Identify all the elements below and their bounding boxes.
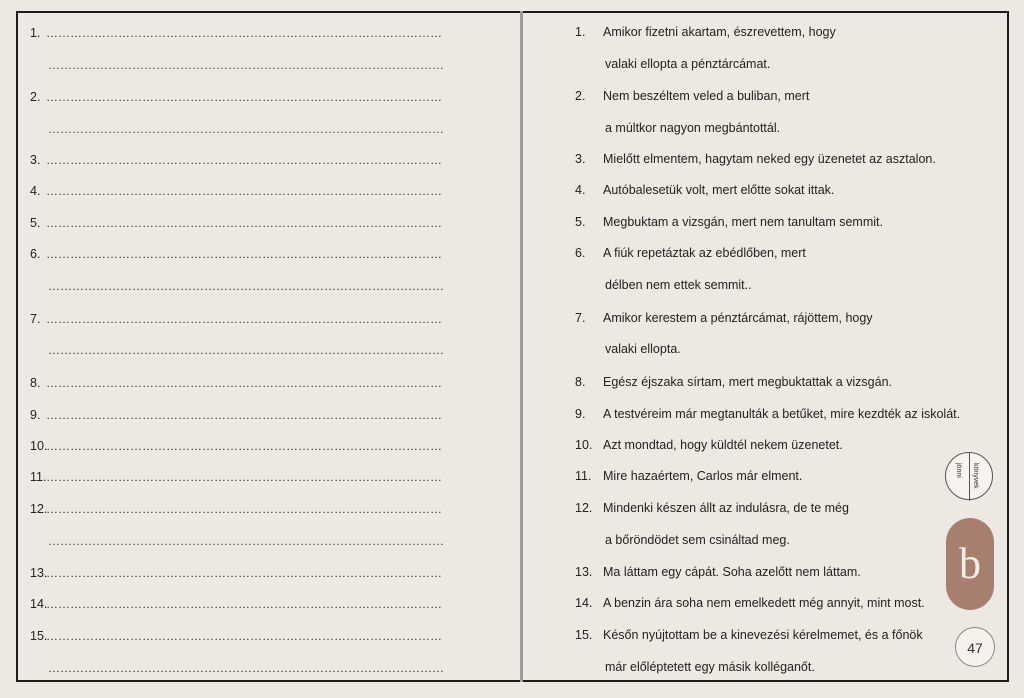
answer-row[interactable]	[30, 565, 442, 581]
publisher-logo	[945, 452, 993, 500]
brand-badge: b	[946, 518, 994, 610]
answer-number: 4.	[30, 184, 41, 198]
answer-row[interactable]	[30, 501, 442, 517]
answer-row-continuation[interactable]	[48, 278, 444, 294]
answer-row[interactable]	[30, 407, 442, 423]
sentence-number: 11.	[575, 469, 592, 483]
sentence-number: 7.	[575, 311, 586, 325]
sentence-text: A fiúk repetáztak az ebédlőben, mert	[603, 246, 806, 260]
answer-number: 13.	[30, 566, 48, 580]
sentence-text: Ma láttam egy cápát. Soha azelőtt nem láttam.	[603, 565, 861, 579]
sentence-number: 9.	[575, 407, 586, 421]
sentence-number: 1.	[575, 25, 586, 39]
answer-blank[interactable]: ………………………………………………………………………………………	[46, 597, 442, 611]
answer-row[interactable]	[30, 25, 442, 41]
sentence-text: Autóbalesetük volt, mert előtte sokat ittak.	[603, 183, 835, 197]
answer-blank[interactable]: ………………………………………………………………………………………	[46, 153, 442, 167]
answer-blank[interactable]: ………………………………………………………………………………………	[46, 216, 442, 230]
sentence-number: 10.	[575, 438, 593, 452]
answer-blank[interactable]: ………………………………………………………………………………………	[48, 661, 444, 675]
answer-row[interactable]	[30, 246, 442, 262]
answer-blank[interactable]: ………………………………………………………………………………………	[46, 376, 442, 390]
answer-row[interactable]	[30, 311, 442, 327]
sentence-page	[523, 0, 1009, 698]
answer-blank[interactable]: ………………………………………………………………………………………	[46, 502, 442, 516]
sentence-number: 4.	[575, 183, 586, 197]
answer-blank[interactable]: ………………………………………………………………………………………	[48, 122, 444, 136]
sentence-text-continuation: délben nem ettek semmit..	[605, 278, 752, 292]
answer-blank[interactable]: ………………………………………………………………………………………	[48, 58, 444, 72]
answer-row[interactable]	[30, 375, 442, 391]
answer-blank[interactable]: ………………………………………………………………………………………	[46, 312, 442, 326]
answer-row-continuation[interactable]	[48, 121, 444, 137]
answer-row[interactable]	[30, 596, 442, 612]
sentence-text: Mire hazaértem, Carlos már elment.	[603, 469, 803, 483]
answer-row-continuation[interactable]	[48, 342, 444, 358]
answer-row[interactable]	[30, 152, 442, 168]
sentence-text: Egész éjszaka sírtam, mert megbuktattak a vizsgán.	[603, 375, 893, 389]
answer-number: 9.	[30, 408, 41, 422]
answer-number: 8.	[30, 376, 41, 390]
answer-row-continuation[interactable]	[48, 57, 444, 73]
answer-number: 1.	[30, 26, 41, 40]
sentence-number: 6.	[575, 246, 586, 260]
sentence-text: Későn nyújtottam be a kinevezési kérelmemet, és a főnök	[603, 628, 923, 642]
answer-row[interactable]	[30, 215, 442, 231]
answer-blank[interactable]: ………………………………………………………………………………………	[46, 247, 442, 261]
answer-page	[16, 0, 520, 698]
logo-text-a: könyvek	[972, 463, 979, 489]
answer-blank[interactable]: ………………………………………………………………………………………	[46, 184, 442, 198]
sentence-number: 12.	[575, 501, 593, 515]
sentence-text-continuation: már előléptetett egy másik kolléganőt.	[605, 660, 815, 674]
answer-blank[interactable]: ………………………………………………………………………………………	[48, 343, 444, 357]
answer-number: 14.	[30, 597, 48, 611]
answer-blank[interactable]: ………………………………………………………………………………………	[46, 90, 442, 104]
sentence-text-continuation: valaki ellopta a pénztárcámat.	[605, 57, 771, 71]
answer-blank[interactable]: ………………………………………………………………………………………	[48, 534, 444, 548]
page-number: 47	[955, 627, 995, 667]
sentence-text: A testvéreim már megtanulták a betűket, mire kezdték az iskolát.	[603, 407, 961, 421]
answer-number: 6.	[30, 247, 41, 261]
answer-number: 2.	[30, 90, 41, 104]
answer-blank[interactable]: ………………………………………………………………………………………	[46, 566, 442, 580]
answer-number: 10.	[30, 439, 48, 453]
answer-blank[interactable]: ………………………………………………………………………………………	[46, 26, 442, 40]
answer-blank[interactable]: ………………………………………………………………………………………	[48, 279, 444, 293]
answer-row-continuation[interactable]	[48, 533, 444, 549]
sentence-text-continuation: a bőröndödet sem csináltad meg.	[605, 533, 790, 547]
sentence-text: Mielőtt elmentem, hagytam neked egy üzenetet az asztalon.	[603, 152, 936, 166]
answer-number: 11.	[30, 470, 47, 484]
answer-number: 3.	[30, 153, 41, 167]
sentence-text: Azt mondtad, hogy küldtél nekem üzenetet.	[603, 438, 843, 452]
answer-row[interactable]	[30, 628, 442, 644]
sentence-text: Nem beszéltem veled a buliban, mert	[603, 89, 810, 103]
sentence-number: 13.	[575, 565, 593, 579]
sentence-text: Amikor kerestem a pénztárcámat, rájöttem, hogy	[603, 311, 873, 325]
answer-blank[interactable]: ………………………………………………………………………………………	[46, 629, 442, 643]
sentence-text-continuation: valaki ellopta.	[605, 342, 681, 356]
sentence-number: 2.	[575, 89, 586, 103]
logo-divider	[969, 453, 970, 501]
sentence-text-continuation: a múltkor nagyon megbántottál.	[605, 121, 781, 135]
answer-blank[interactable]: ………………………………………………………………………………………	[46, 470, 442, 484]
answer-number: 7.	[30, 312, 41, 326]
answer-row[interactable]	[30, 183, 442, 199]
answer-row-continuation[interactable]	[48, 660, 444, 676]
sentence-number: 8.	[575, 375, 586, 389]
sentence-text: A benzin ára soha nem emelkedett még annyit, mint most.	[603, 596, 925, 610]
sentence-text: Amikor fizetni akartam, észrevettem, hogy	[603, 25, 836, 39]
answer-blank[interactable]: ………………………………………………………………………………………	[46, 439, 442, 453]
answer-number: 12.	[30, 502, 48, 516]
answer-row[interactable]	[30, 89, 442, 105]
logo-text-b: jönni	[955, 463, 962, 478]
sentence-number: 14.	[575, 596, 593, 610]
answer-row[interactable]	[30, 438, 442, 454]
answer-number: 5.	[30, 216, 41, 230]
sentence-number: 15.	[575, 628, 593, 642]
sentence-number: 3.	[575, 152, 586, 166]
sentence-text: Megbuktam a vizsgán, mert nem tanultam semmit.	[603, 215, 883, 229]
answer-blank[interactable]: ………………………………………………………………………………………	[46, 408, 442, 422]
sentence-text: Mindenki készen állt az indulásra, de te még	[603, 501, 849, 515]
sentence-number: 5.	[575, 215, 586, 229]
answer-row[interactable]	[30, 469, 442, 485]
answer-number: 15.	[30, 629, 48, 643]
